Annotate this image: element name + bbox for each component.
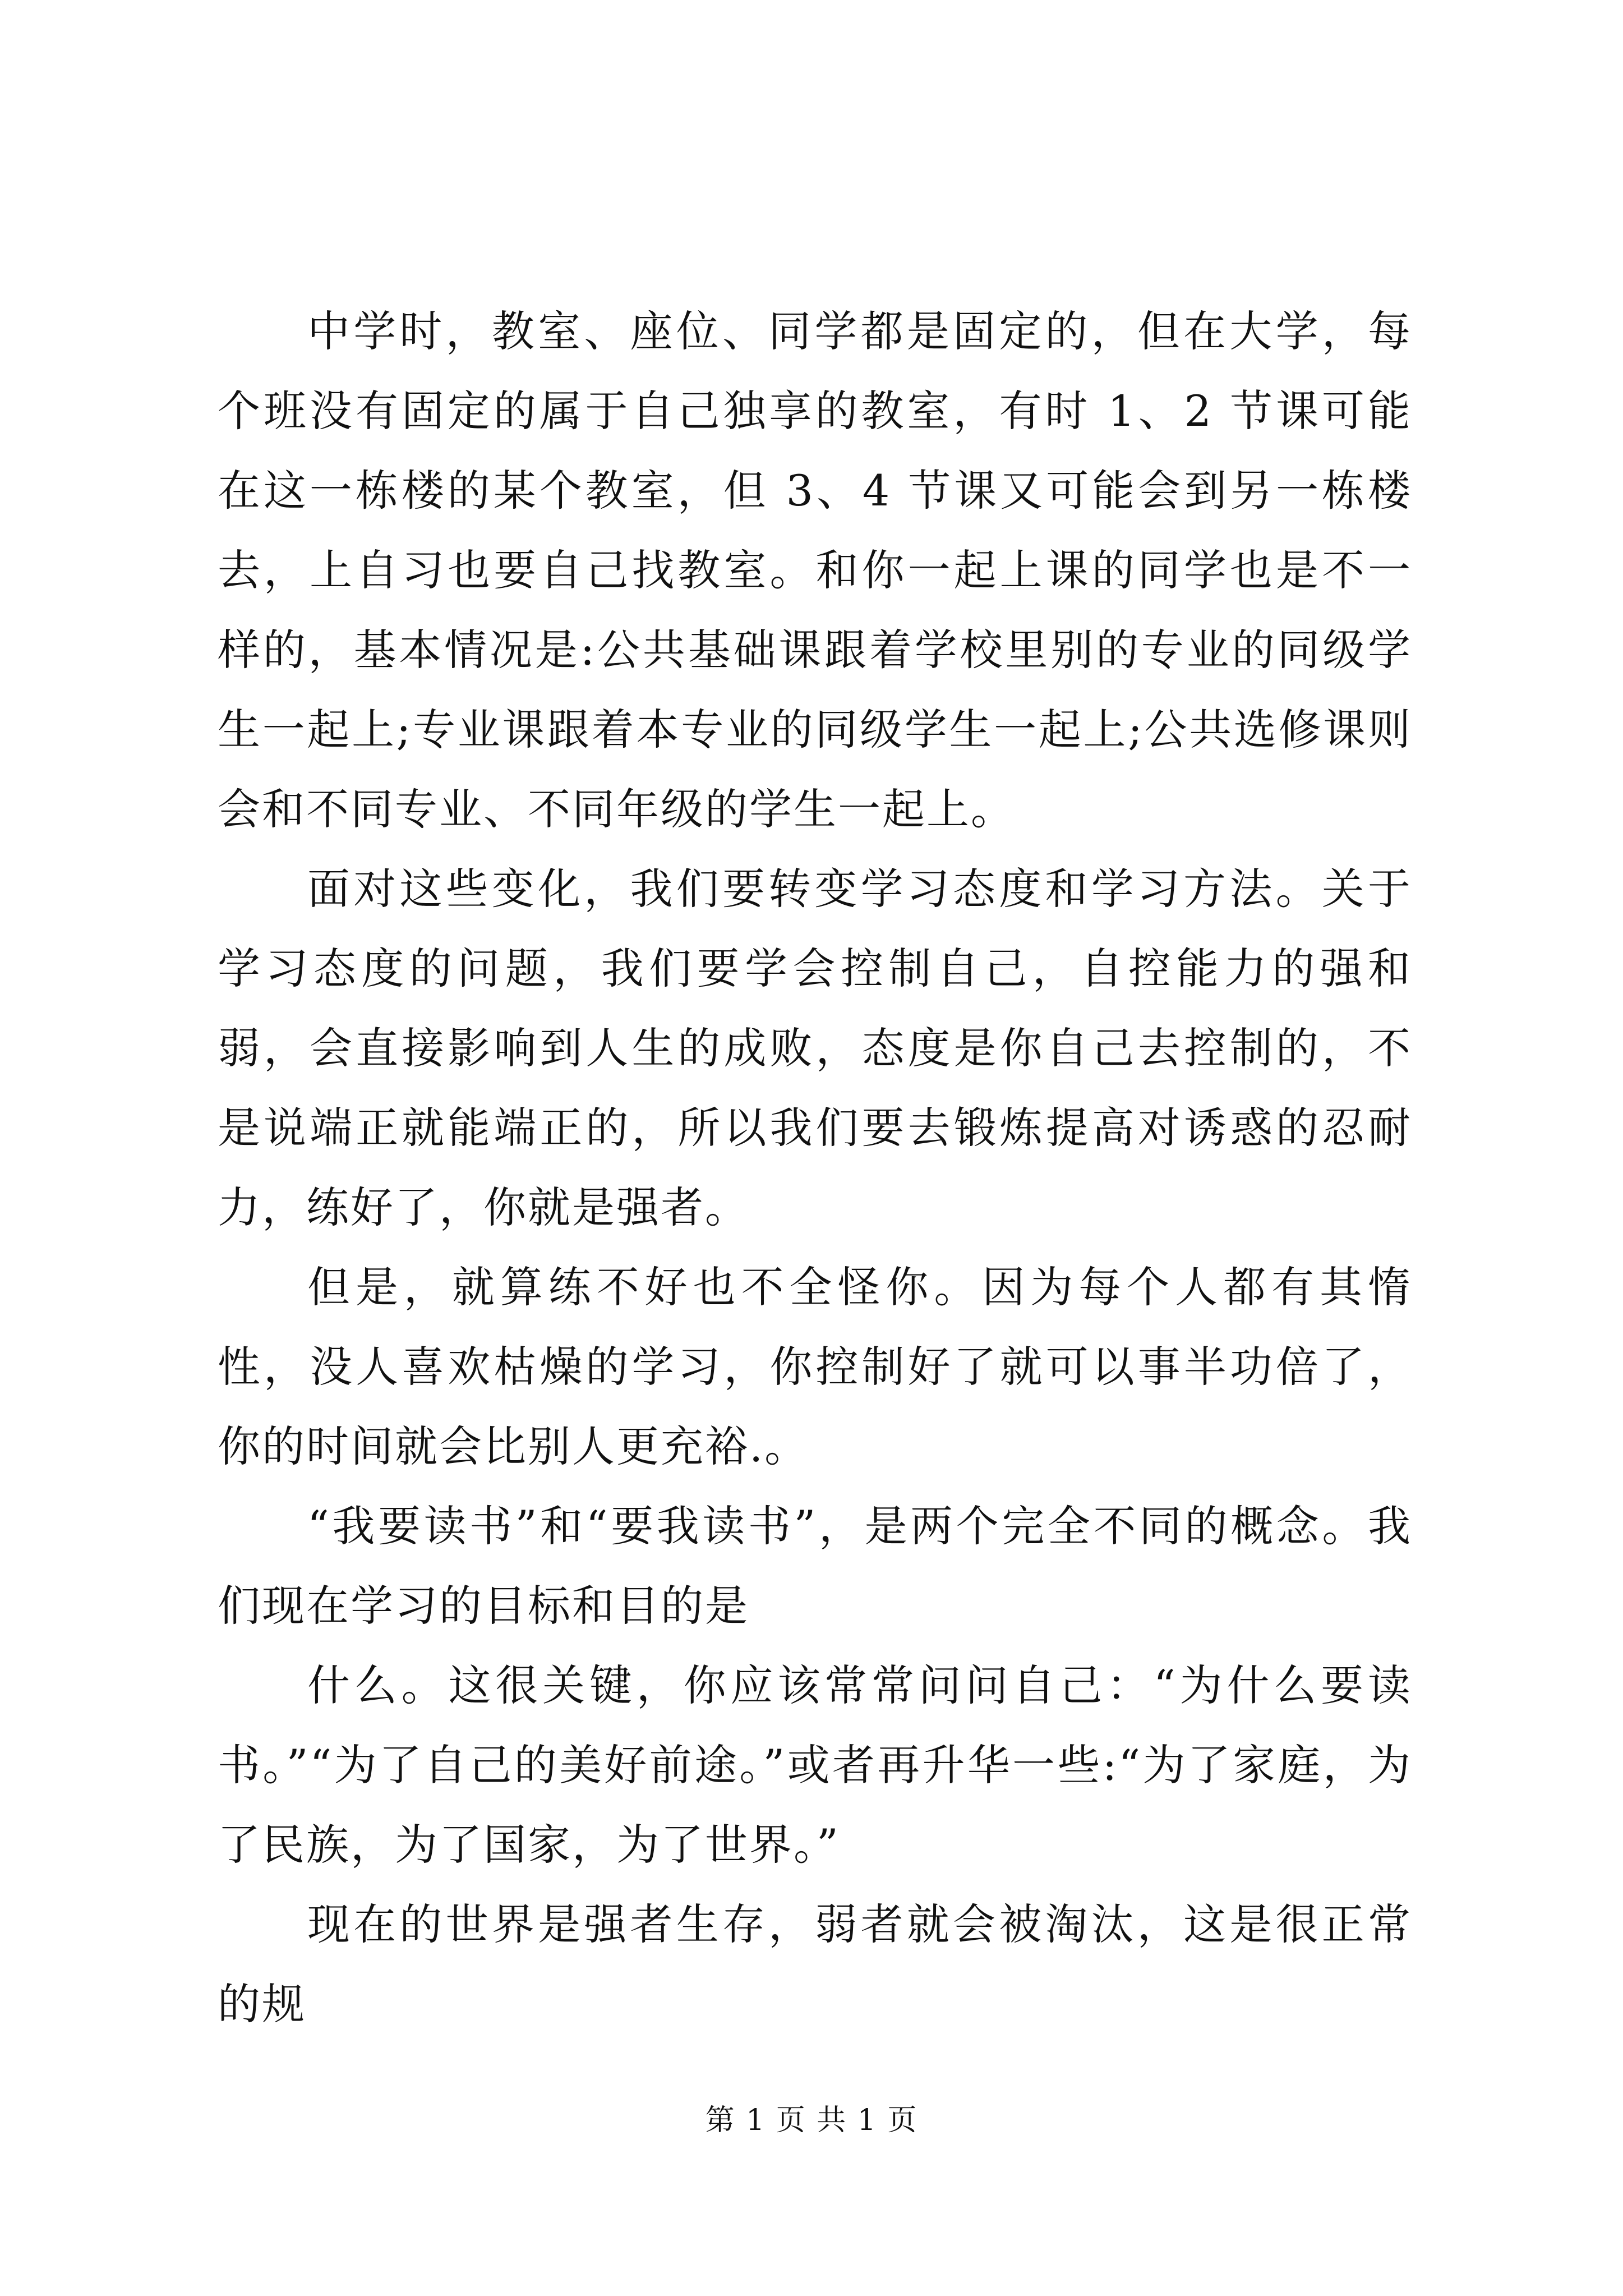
paragraph-5: 什么。这很关键，你应该常常问问自己：“为什么要读书。”“为了自己的美好前途。”或者再升华一些:“为了家庭，为了民族，为了国家，为了世界。”: [218, 1660, 1412, 1870]
paragraph-6: 现在的世界是强者生存，弱者就会被淘汰，这是很正常的规: [218, 1899, 1412, 2029]
paragraph-1: 中学时，教室、座位、同学都是固定的，但在大学，每个班没有固定的属于自己独享的教室，有时 1、2 节课可能在这一栋楼的某个教室，但 3、4 节课又可能会到另一栋楼去，上自习也要自己找教室。和你一起上课的同学也是不一样的，基本情况是:公共基础课跟着学校里别的专业的同级学生一起上;专业课跟着本专业的同级学生一起上;公共选修课则会和不同专业、不同年级的学生一起上。: [218, 306, 1412, 834]
paragraph-2: 面对这些变化，我们要转变学习态度和学习方法。关于学习态度的问题，我们要学会控制自己，自控能力的强和弱，会直接影响到人生的成败，态度是你自己去控制的，不是说端正就能端正的，所以我们要去锻炼提高对诱惑的忍耐力，练好了，你就是强者。: [218, 864, 1412, 1232]
paragraph-3: 但是，就算练不好也不全怪你。因为每个人都有其惰性，没人喜欢枯燥的学习，你控制好了就可以事半功倍了，你的时间就会比别人更充裕.。: [218, 1262, 1412, 1471]
document-body: [218, 292, 1412, 2044]
page-footer: 第 1 页 共 1 页: [705, 2104, 918, 2137]
paragraph-4: “我要读书”和“要我读书”，是两个完全不同的概念。我们现在学习的目标和目的是: [218, 1501, 1412, 1631]
